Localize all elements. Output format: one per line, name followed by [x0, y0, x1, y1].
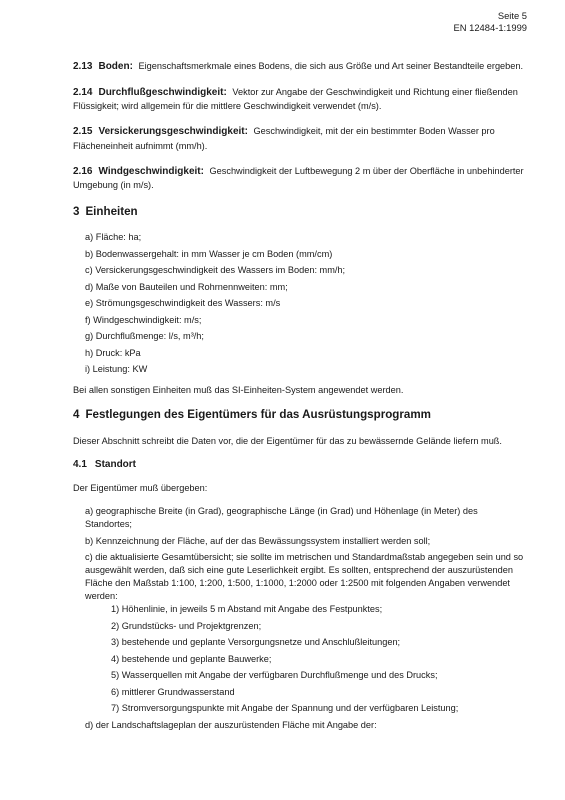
sublist-item: 2) Grundstücks- und Projektgrenzen; [111, 620, 262, 631]
section-number: 4.1 [73, 458, 87, 470]
document-number: EN 12484-1:1999 [453, 22, 527, 34]
definition-2-15 [73, 125, 525, 152]
list-item: d) Maße von Bauteilen und Rohrnennweiten: mm; [85, 281, 288, 292]
page-number: Seite 5 [497, 10, 527, 21]
page-content [73, 60, 525, 735]
definition-term: Boden: [98, 61, 133, 72]
section-number: 3 [73, 204, 80, 218]
section-4-heading [73, 407, 525, 423]
definition-text: Eigenschaftsmerkmale eines Bodens, die sich aus Größe und Art seiner Bestandteile ergeben. [138, 61, 524, 71]
section-4-intro: Dieser Abschnitt schreibt die Daten vor, die der Eigentümer für das zu bewässernde Gelände liefern muß. [73, 435, 502, 446]
sublist-item: 6) mittlerer Grundwasserstand [111, 686, 235, 697]
list-item: g) Durchflußmenge: l/s, m³/h; [85, 331, 204, 342]
definition-2-14 [73, 86, 525, 113]
map-details-sublist [85, 603, 525, 715]
section-4-1-intro: Der Eigentümer muß übergeben: [73, 482, 208, 493]
definition-term: Windgeschwindigkeit: [98, 165, 204, 177]
units-list [73, 231, 525, 376]
list-item: a) Fläche: ha; [85, 232, 142, 243]
section-3-heading [73, 204, 525, 220]
definition-number: 2.14 [73, 87, 93, 99]
section-title: Festlegungen des Eigentümers für das Ausrüstungsprogramm [85, 408, 431, 422]
list-item: i) Leistung: KW [85, 364, 148, 375]
list-item-text: c) die aktualisierte Gesamtübersicht; sie sollte im metrischen und Standardmaßstab angegeben sein und so ausgewählt werden, daß sich eine gute Leserlichkeit ergibt. Es sollten, entsprechend der auszurüstenden Fläche den Maßstab 1:100, 1:200, 1:500, 1:1000, 1:2000 oder 1:2500 mit folgenden Angaben verwendet werden: [85, 552, 524, 602]
sublist-item: 5) Wasserquellen mit Angabe der verfügbaren Durchflußmenge und des Drucks; [111, 670, 438, 681]
page-header [454, 10, 528, 34]
section-number: 4 [73, 408, 80, 422]
sublist-item: 1) Höhenlinie, in jeweils 5 m Abstand mit Angabe des Festpunktes; [111, 604, 383, 615]
owner-requirements-list [73, 505, 525, 732]
definition-2-16 [73, 165, 525, 192]
list-item: a) geographische Breite (in Grad), geographische Länge (in Grad) und Höhenlage (in Meter) des Standortes; [85, 505, 478, 529]
sublist-item: 4) bestehende und geplante Bauwerke; [111, 653, 272, 664]
definition-term: Durchflußgeschwindigkeit: [98, 87, 227, 99]
list-item: e) Strömungsgeschwindigkeit des Wassers: m/s [85, 298, 281, 309]
list-item: h) Druck: kPa [85, 347, 141, 358]
list-item: f) Windgeschwindigkeit: m/s; [85, 314, 202, 325]
definition-number: 2.15 [73, 126, 93, 138]
definition-term: Versickerungsgeschwindigkeit: [98, 126, 248, 138]
list-item: b) Kennzeichnung der Fläche, auf der das Bewässungssystem installiert werden soll; [85, 535, 431, 546]
list-item: d) der Landschaftslageplan der auszurüstenden Fläche mit Angabe der: [85, 719, 377, 730]
section-4-1-heading [73, 458, 525, 472]
list-item [85, 551, 525, 715]
list-item: b) Bodenwassergehalt: in mm Wasser je cm Boden (mm/cm) [85, 248, 333, 259]
sublist-item: 3) bestehende und geplante Versorgungsnetze und Anschlußleitungen; [111, 637, 401, 648]
definition-text: Geschwindigkeit, mit der ein bestimmter Boden Wasser pro Flächeneinheit aufnimmt (mm/h). [73, 126, 495, 151]
section-title: Standort [94, 458, 137, 470]
definition-number: 2.13 [73, 61, 93, 72]
section-title: Einheiten [85, 204, 138, 218]
definition-text: Vektor zur Angabe der Geschwindigkeit und Richtung einer fließenden Flüssigkeit; wird allgemein für die mittlere Geschwindigkeit verwendet (m/s). [73, 87, 518, 112]
definition-2-13 [73, 60, 525, 74]
definition-number: 2.16 [73, 165, 93, 177]
list-item: c) Versickerungsgeschwindigkeit des Wassers im Boden: mm/h; [85, 265, 346, 276]
sublist-item: 7) Stromversorgungspunkte mit Angabe der Spannung und der verfügbaren Leistung; [111, 703, 459, 714]
definition-text: Geschwindigkeit der Luftbewegung 2 m über der Oberfläche in unbehinderter Umgebung (in m/s). [73, 165, 524, 190]
units-note: Bei allen sonstigen Einheiten muß das SI-Einheiten-System angewendet werden. [73, 385, 404, 396]
